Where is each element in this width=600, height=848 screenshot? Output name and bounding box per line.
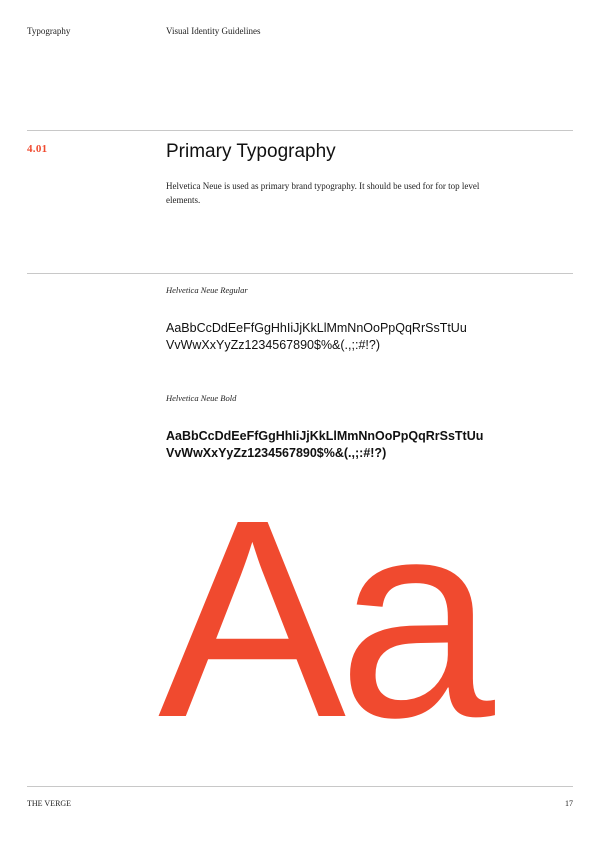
header-doc-title: Visual Identity Guidelines xyxy=(166,26,261,36)
footer-page-number: 17 xyxy=(565,799,573,808)
font-label-regular: Helvetica Neue Regular xyxy=(166,285,248,295)
footer-divider xyxy=(27,786,573,787)
font-sample-regular-line1: AaBbCcDdEeFfGgHhIiJjKkLlMmNnOoPpQqRrSsTtUu xyxy=(166,321,467,335)
font-sample-bold-line2: VvWwXxYyZz1234567890$%&(.,;:#!?) xyxy=(166,446,387,460)
font-sample-regular-line2: VvWwXxYyZz1234567890$%&(.,;:#!?) xyxy=(166,338,380,352)
font-label-bold: Helvetica Neue Bold xyxy=(166,393,237,403)
page-title: Primary Typography xyxy=(166,141,336,162)
section-number: 4.01 xyxy=(27,143,48,155)
divider xyxy=(27,130,573,131)
font-sample-bold-line1: AaBbCcDdEeFfGgHhIiJjKkLlMmNnOoPpQqRrSsTtUu xyxy=(166,429,484,443)
header-section-label: Typography xyxy=(27,26,71,36)
section-description: Helvetica Neue is used as primary brand typography. It should be used for for top level elements. xyxy=(166,181,480,205)
footer-brand: THE VERGE xyxy=(27,799,72,808)
divider xyxy=(27,273,573,274)
showcase-glyphs: Aa xyxy=(158,461,487,776)
